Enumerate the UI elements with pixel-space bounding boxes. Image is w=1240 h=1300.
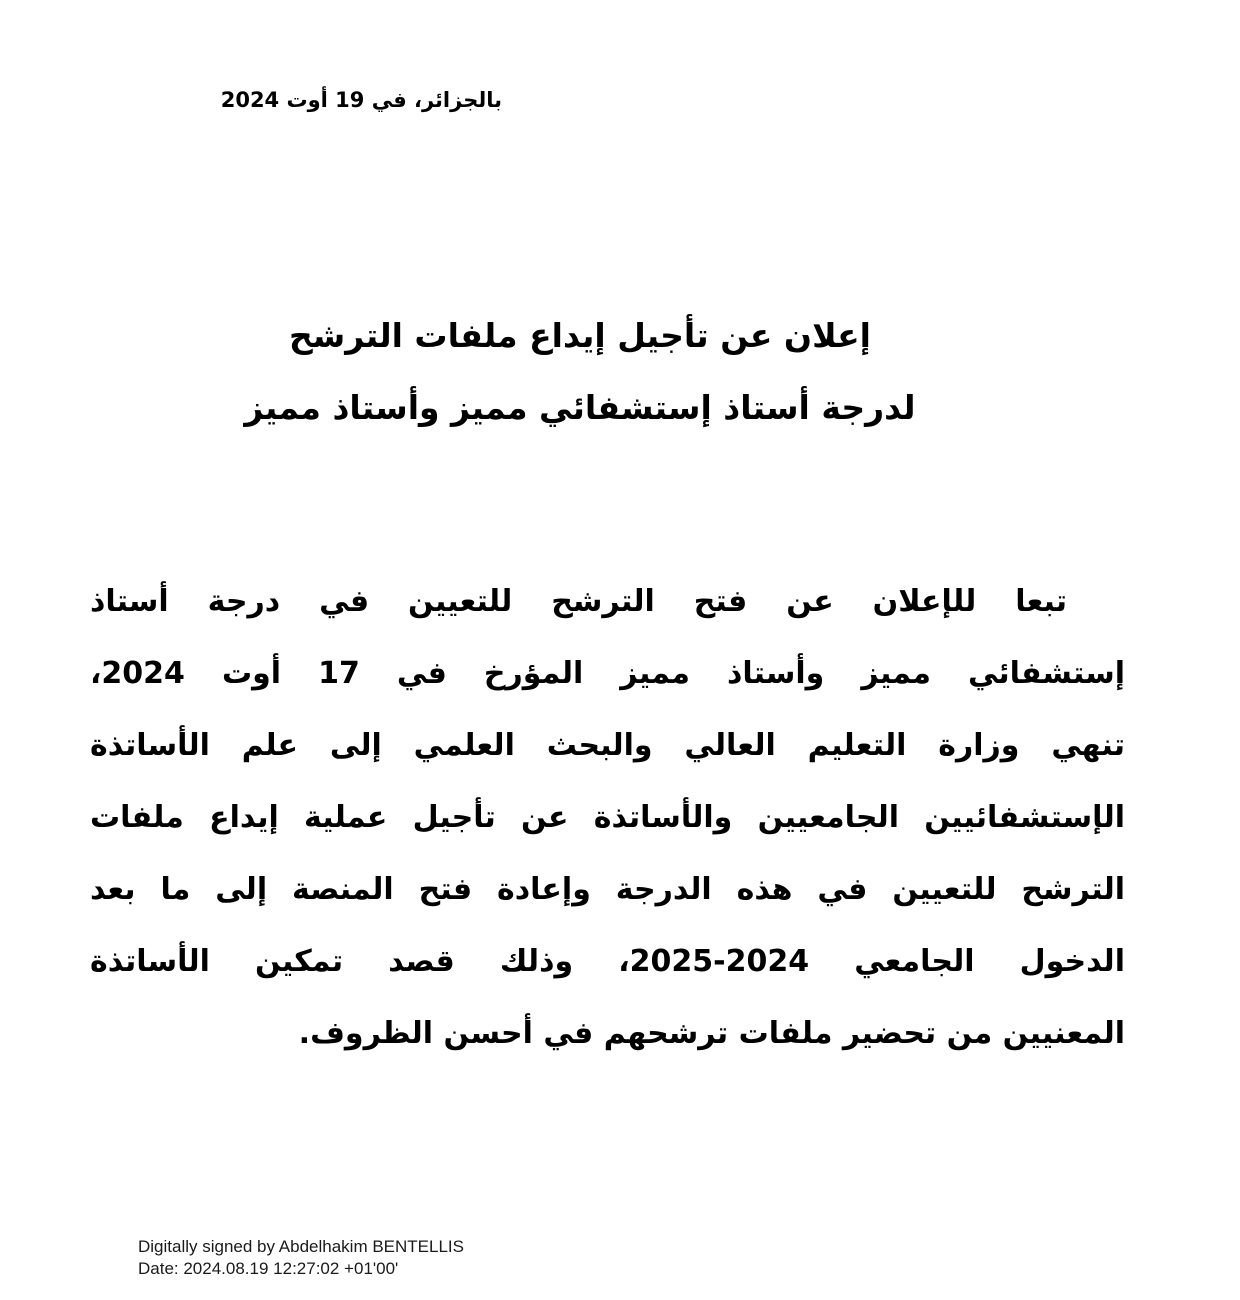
title-line-2: لدرجة أستاذ إستشفائي مميز وأستاذ مميز <box>244 388 916 427</box>
body-line-4: الإستشفائيين الجامعيين والأساتذة عن تأجيل عملية إيداع ملفات <box>90 800 1125 835</box>
body-line-2: إستشفائي مميز وأستاذ مميز المؤرخ في 17 أوت 2024، <box>90 656 1125 691</box>
body-line-1: تبعا للإعلان عن فتح الترشح للتعيين في درجة أستاذ <box>90 584 1067 619</box>
title-line-1: إعلان عن تأجيل إيداع ملفات الترشح <box>288 316 871 355</box>
body-line-7: المعنيين من تحضير ملفات ترشحهم في أحسن الظروف. <box>298 1016 1125 1051</box>
signature-date: Date: 2024.08.19 12:27:02 +01'00' <box>138 1259 399 1278</box>
body-line-3: تنهي وزارة التعليم العالي والبحث العلمي إلى علم الأساتذة <box>90 728 1125 763</box>
announcement-body <box>90 566 1125 1070</box>
signature-signer: Digitally signed by Abdelhakim BENTELLIS <box>138 1237 464 1256</box>
body-line-5: الترشح للتعيين في هذه الدرجة وإعادة فتح المنصة إلى ما بعد <box>90 872 1125 907</box>
announcement-title <box>180 300 980 444</box>
digital-signature <box>138 1236 464 1280</box>
body-line-6: الدخول الجامعي 2024-2025، وذلك قصد تمكين الأساتذة <box>90 944 1125 979</box>
document-date: بالجزائر، في 19 أوت 2024 <box>220 88 502 112</box>
